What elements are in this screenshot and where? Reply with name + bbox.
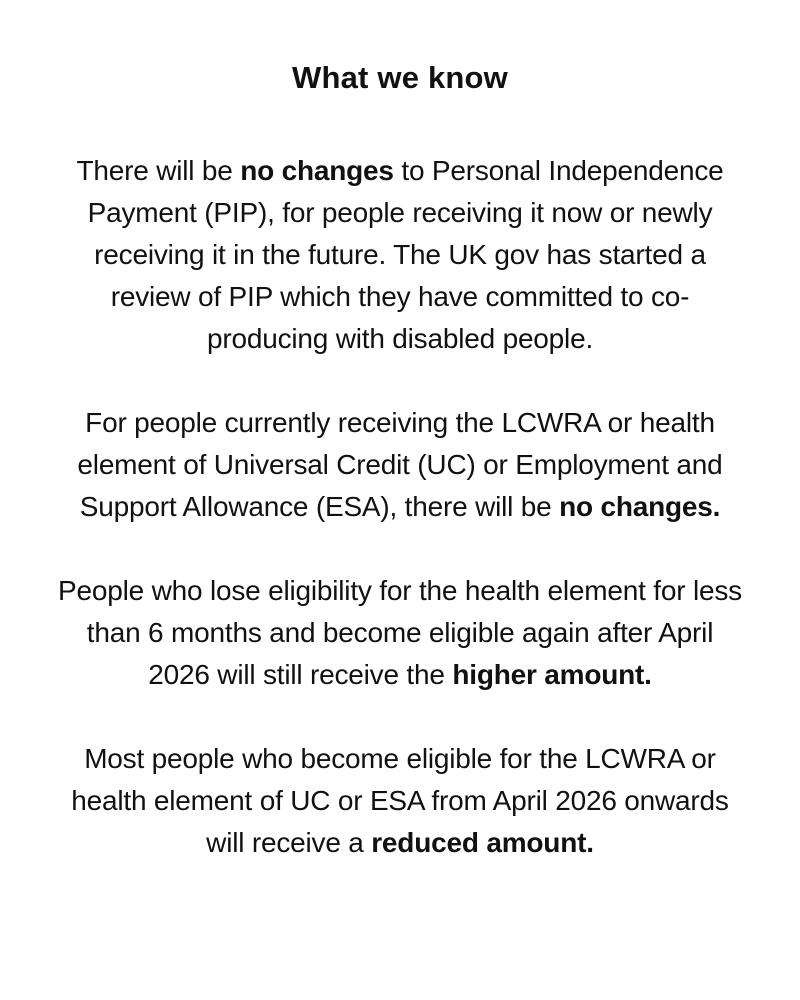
paragraph-pip	[55, 150, 745, 360]
paragraph-text: For people currently receiving the LCWRA or health element of Universal Credit (UC) or Employment and Support Allowance (ESA), there will be	[77, 407, 723, 522]
paragraph-text: There will be	[76, 155, 241, 186]
paragraph-current-recipients	[55, 402, 745, 528]
paragraph-new-eligibility	[55, 738, 745, 864]
paragraph-text: to Personal Independence Payment (PIP), for people receiving it now or newly receiving it in the future. The UK gov has started a review of PIP which they have committed to co-producing with disabled people.	[87, 155, 724, 354]
emphasis-text: reduced amount.	[371, 827, 594, 858]
page-title: What we know	[292, 60, 508, 95]
paragraph-text: Most people who become eligible for the LCWRA or health element of UC or ESA from April 2026 onwards will receive a	[71, 743, 729, 858]
emphasis-text: higher amount.	[452, 659, 652, 690]
emphasis-text: no changes	[240, 155, 394, 186]
paragraph-lose-eligibility	[55, 570, 745, 696]
content-body	[55, 150, 745, 864]
emphasis-text: no changes.	[559, 491, 721, 522]
paragraph-text: People who lose eligibility for the health element for less than 6 months and become eligible again after April 2026 will still receive the	[58, 575, 742, 690]
